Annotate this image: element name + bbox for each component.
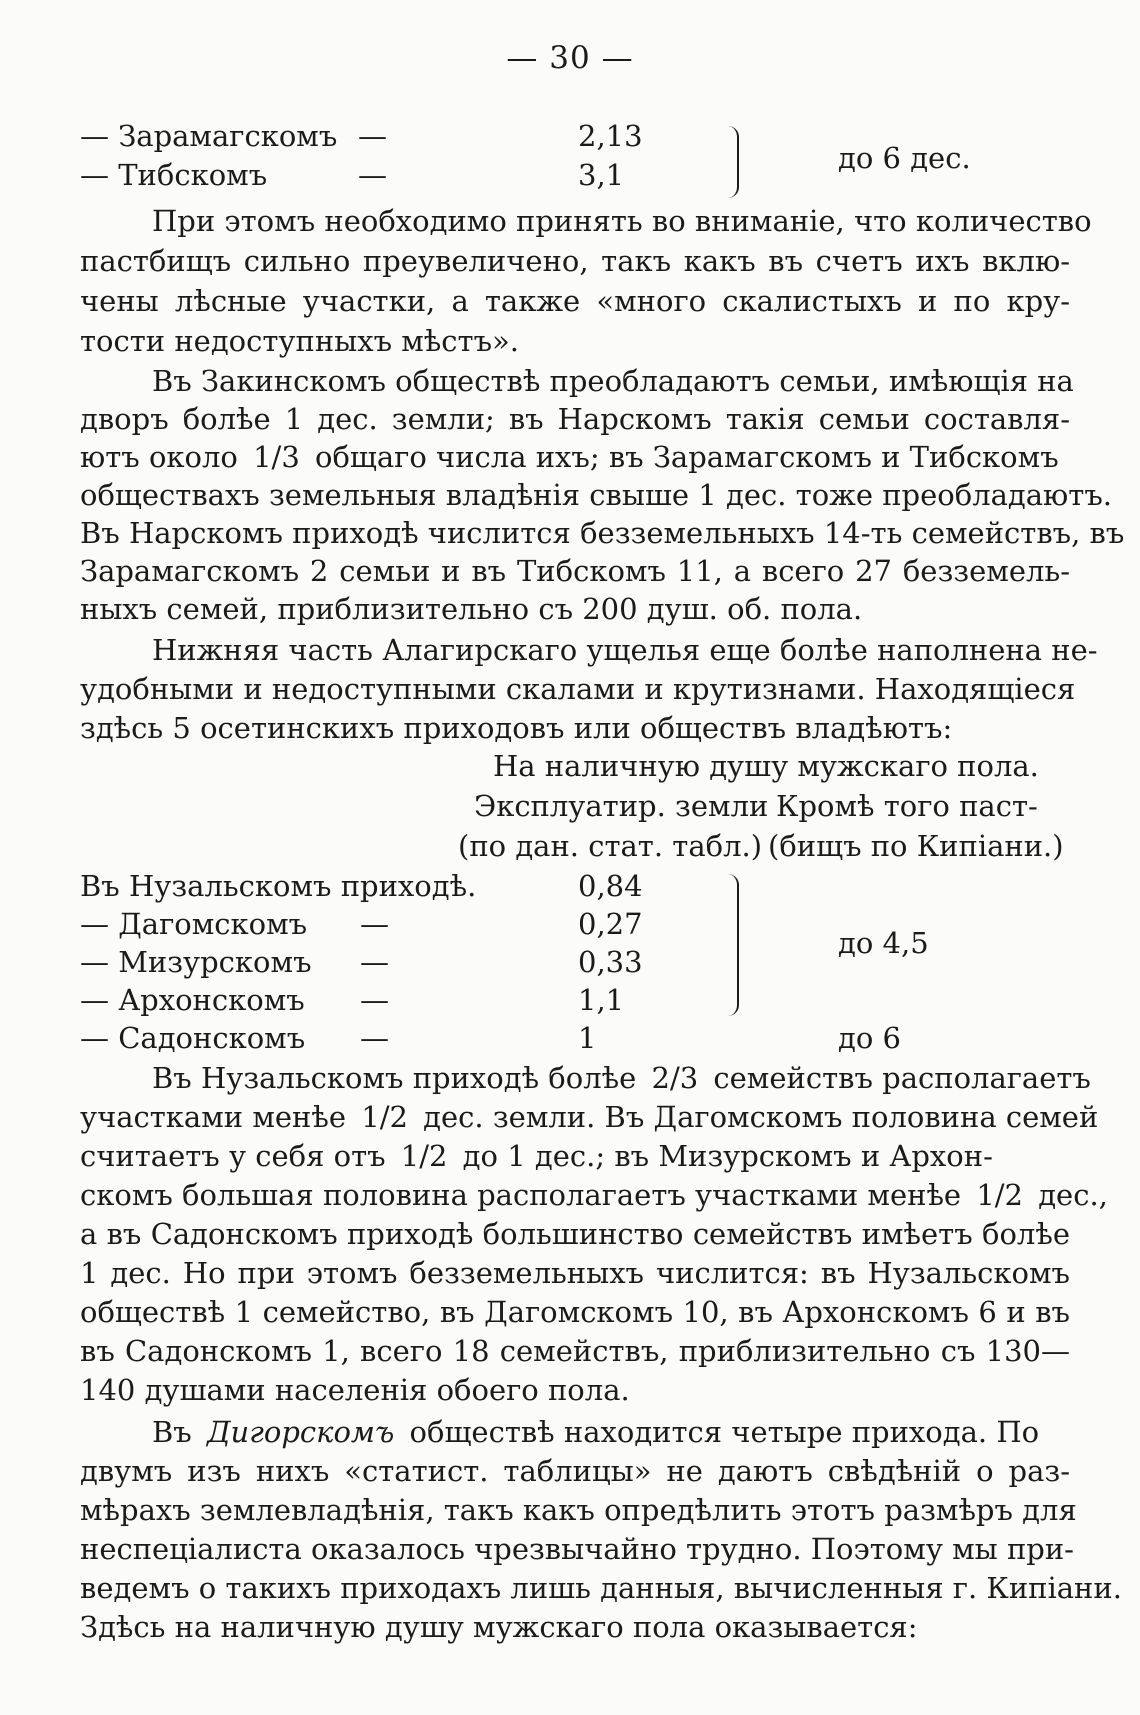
table1-row-dash: —: [358, 158, 387, 192]
table2-row-dash: —: [360, 945, 389, 979]
text-line: Въ Закинскомъ обществѣ преобладаютъ семьи, имѣющія на: [152, 364, 1074, 398]
fraction-one-third: 1/3: [253, 440, 300, 474]
text-line: ныхъ семей, приблизительно съ 200 душ. об. пола.: [80, 592, 863, 626]
text-line: обществѣ 1 семейство, въ Дагомскомъ 10, въ Архонскомъ 6 и въ: [80, 1295, 1070, 1329]
table1-row-dash: —: [358, 119, 387, 153]
table2-row-value: 1,1: [578, 983, 625, 1017]
text-fragment: обществѣ находится четыре прихода. По: [409, 1415, 1040, 1449]
text-fragment: считаетъ у себя отъ: [80, 1139, 386, 1173]
table2-row-name: — Мизурскомъ: [80, 945, 312, 979]
text-line: [80, 1099, 1099, 1136]
text-fragment: семействъ располагаетъ: [713, 1061, 1091, 1095]
text-line: Здѣсь на наличную душу мужскаго пола оказывается:: [80, 1610, 918, 1644]
text-line: двумъ изъ нихъ «статист. таблицы» не даютъ свѣдѣній о раз-: [80, 1454, 1070, 1488]
page-number: — 30 —: [506, 40, 634, 76]
text-fragment: дес.,: [1038, 1178, 1108, 1212]
table1-row-name: — Тибскомъ: [80, 158, 268, 192]
table2-row-value: 0,84: [578, 869, 643, 903]
text-line: Нижняя часть Алагирскаго ущелья еще болѣе наполнена не-: [152, 633, 1098, 667]
text-line: удобными и недоступными скалами и крутизнами. Находящіеся: [80, 672, 1076, 706]
text-line: пастбищъ сильно преувеличено, такъ какъ въ счетъ ихъ вклю-: [80, 244, 1070, 278]
text-line: мѣрахъ землевладѣнія, такъ какъ опредѣлить этотъ размѣръ для: [80, 1493, 1077, 1527]
text-fragment: Въ: [152, 1415, 192, 1449]
table2-note-last: до 6: [838, 1021, 901, 1055]
table2-header-top: На наличную душу мужскаго пола.: [493, 749, 1039, 783]
table2-row-value: 0,33: [578, 945, 643, 979]
table1-row-name: — Зарамагскомъ: [80, 119, 338, 153]
table2-row-name: Въ Нузальскомъ приходѣ.: [80, 869, 477, 903]
text-fragment: до 1 дес.; въ Мизурскомъ и Архон-: [462, 1139, 993, 1173]
text-line: При этомъ необходимо принять во вниманіе, что количество: [152, 204, 1092, 238]
text-line: чены лѣсные участки, а также «много скалистыхъ и по кру-: [80, 284, 1070, 318]
table2-row-name: — Архонскомъ: [80, 983, 305, 1017]
text-fragment: дес. земли. Въ Дагомскомъ половина семей: [423, 1100, 1099, 1134]
table1-row-value: 3,1: [578, 158, 625, 192]
text-line: здѣсь 5 осетинскихъ приходовъ или обществъ владѣютъ:: [80, 711, 953, 745]
text-line: 1 дес. Но при этомъ безземельныхъ числится: въ Нузальскомъ: [80, 1256, 1070, 1290]
text-line: Въ Нарскомъ приходѣ числится безземельныхъ 14-ть семействъ, въ: [80, 516, 1125, 550]
table2-row-name: — Садонскомъ: [80, 1021, 306, 1055]
text-line: ведемъ о такихъ приходахъ лишь данныя, вычисленныя г. Кипіани.: [80, 1571, 1122, 1605]
table2-row-value: 0,27: [578, 907, 643, 941]
table2-row-dash: —: [360, 983, 389, 1017]
text-fragment: общаго числа ихъ; въ Зарамагскомъ и Тибскомъ: [315, 440, 1059, 474]
text-fragment: ютъ около: [80, 440, 238, 474]
table2-col2-header: Кромѣ того паст-: [776, 789, 1038, 823]
text-fragment: скомъ большая половина располагаетъ участками менѣе: [80, 1178, 962, 1212]
text-line: а въ Садонскомъ приходѣ большинство семействъ имѣетъ болѣе: [80, 1217, 1070, 1251]
text-fragment: Въ Нузальскомъ приходѣ болѣе: [152, 1061, 637, 1095]
table1-note: до 6 дес.: [838, 141, 971, 175]
table2-col2-subheader: (бищъ по Кипіани.): [768, 829, 1064, 863]
text-line: [152, 1060, 1091, 1097]
table1-row-value: 2,13: [578, 119, 643, 153]
text-line: неспеціалиста оказалось чрезвычайно трудно. Поэтому мы при-: [80, 1532, 1074, 1566]
text-line: дворъ болѣе 1 дес. земли; въ Нарскомъ такія семьи составля-: [80, 402, 1070, 436]
table2-col1-subheader: (по дан. стат. табл.): [458, 829, 763, 863]
table2-row-value: 1: [578, 1021, 597, 1055]
fraction-one-half: 1/2: [400, 1139, 448, 1173]
text-line: Зарамагскомъ 2 семьи и въ Тибскомъ 11, а всего 27 безземель-: [80, 554, 1070, 588]
table2-note-group: до 4,5: [838, 926, 929, 960]
text-line: [80, 1138, 1070, 1175]
fraction-two-thirds: 2/3: [651, 1061, 699, 1095]
text-line: [80, 1177, 1108, 1214]
text-line: тости недоступныхъ мѣстъ».: [80, 324, 519, 358]
fraction-one-half: 1/2: [976, 1178, 1023, 1212]
text-line: [152, 1414, 1070, 1451]
table2-row-name: — Дагомскомъ: [80, 907, 308, 941]
text-line: въ Садонскомъ 1, всего 18 семействъ, приблизительно съ 130—: [80, 1334, 1070, 1368]
text-line: 140 душами населенія обоего пола.: [80, 1373, 630, 1407]
fraction-one-half: 1/2: [361, 1100, 408, 1134]
table2-col1-header: Эксплуатир. земли: [474, 789, 769, 823]
italic-term: Дигорскомъ: [206, 1415, 395, 1449]
text-line: обществахъ земельныя владѣнія свыше 1 дес. тоже преобладаютъ.: [80, 478, 1113, 512]
table1-brace: [728, 126, 739, 198]
table2-row-dash: —: [360, 907, 389, 941]
text-fragment: участками менѣе: [80, 1100, 347, 1134]
table2-brace: [728, 874, 739, 1016]
table2-row-dash: —: [360, 1021, 389, 1055]
text-line: [80, 439, 1070, 476]
